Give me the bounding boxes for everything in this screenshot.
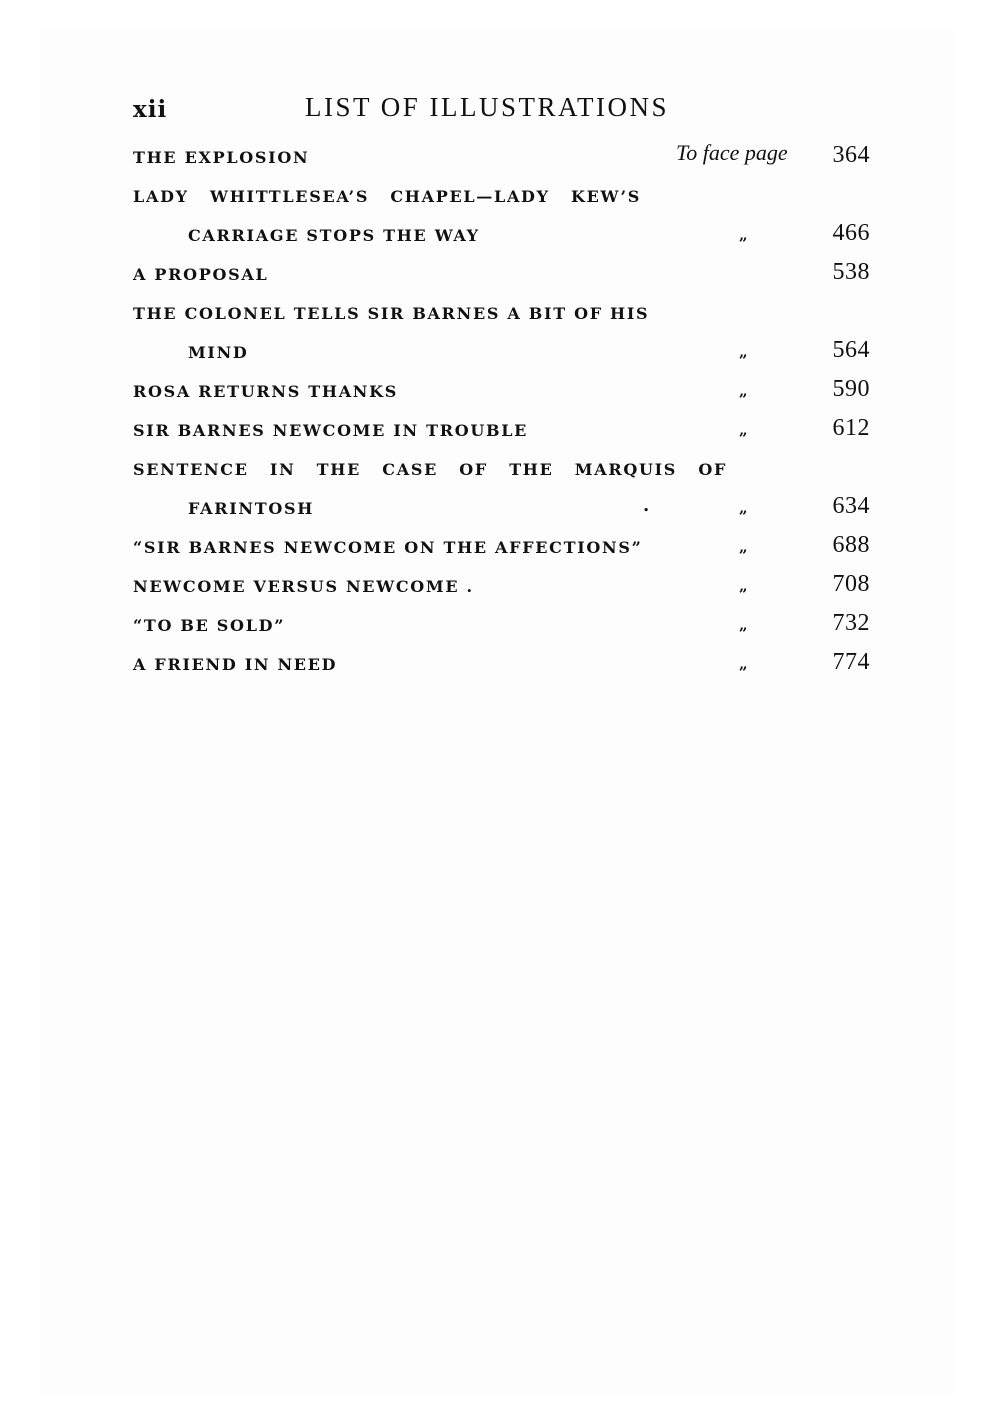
entry-title: A PROPOSAL	[133, 265, 269, 284]
entry-title: THE COLONEL TELLS SIR BARNES A BIT OF HIS	[133, 304, 650, 323]
list-item-continuation	[130, 489, 872, 528]
list-item	[130, 645, 872, 684]
entry-page-number: 364	[832, 142, 870, 168]
entry-title: “TO BE SOLD”	[133, 616, 286, 635]
entry-page-number: 634	[832, 493, 870, 519]
list-item	[130, 411, 872, 450]
ditto-mark: „	[739, 577, 749, 595]
entry-title-continuation: CARRIAGE STOPS THE WAY	[188, 226, 480, 245]
ditto-mark: „	[739, 343, 749, 361]
list-item	[130, 450, 872, 489]
ditto-mark: „	[739, 616, 749, 634]
ditto-mark: „	[739, 382, 749, 400]
entry-page-number: 612	[832, 415, 870, 441]
ditto-mark: „	[739, 538, 749, 556]
page-header	[133, 92, 870, 132]
entry-page-number: 538	[832, 259, 870, 285]
entry-page-number: 688	[832, 532, 870, 558]
entry-title: SENTENCE IN THE CASE OF THE MARQUIS OF	[133, 460, 728, 479]
illustrations-list	[130, 138, 872, 684]
entry-page-number: 708	[832, 571, 870, 597]
entry-page-number: 590	[832, 376, 870, 402]
list-item	[130, 294, 872, 333]
list-item-continuation	[130, 216, 872, 255]
entry-page-number: 466	[832, 220, 870, 246]
page-title: LIST OF ILLUSTRATIONS	[305, 92, 670, 122]
entry-page-number: 732	[832, 610, 870, 636]
entry-title: NEWCOME VERSUS NEWCOME .	[133, 577, 474, 596]
ditto-mark: „	[739, 499, 749, 517]
ditto-mark: „	[739, 226, 749, 244]
list-item	[130, 567, 872, 606]
entry-title: ROSA RETURNS THANKS	[133, 382, 398, 401]
list-item-continuation	[130, 333, 872, 372]
entry-page-number: 774	[832, 649, 870, 675]
ditto-mark: „	[739, 655, 749, 673]
column-heading: To face page	[676, 140, 788, 165]
list-item	[130, 528, 872, 567]
entry-title: LADY WHITTLESEA’S CHAPEL—LADY KEW’S	[133, 187, 642, 206]
entry-title: SIR BARNES NEWCOME IN TROUBLE	[133, 421, 529, 440]
entry-title-continuation: MIND	[188, 343, 249, 362]
entry-title: A FRIEND IN NEED	[133, 655, 338, 674]
list-item	[130, 177, 872, 216]
list-item	[130, 372, 872, 411]
entry-title: THE EXPLOSION	[133, 148, 310, 167]
entry-page-number: 564	[832, 337, 870, 363]
ditto-mark: „	[739, 421, 749, 439]
entry-title: “SIR BARNES NEWCOME ON THE AFFECTIONS”	[133, 538, 643, 557]
page-folio: xii	[133, 96, 168, 123]
list-item	[130, 606, 872, 645]
list-item	[130, 138, 872, 177]
list-item	[130, 255, 872, 294]
entry-title-continuation: FARINTOSH	[188, 499, 315, 518]
leader-dot: .	[643, 495, 650, 516]
